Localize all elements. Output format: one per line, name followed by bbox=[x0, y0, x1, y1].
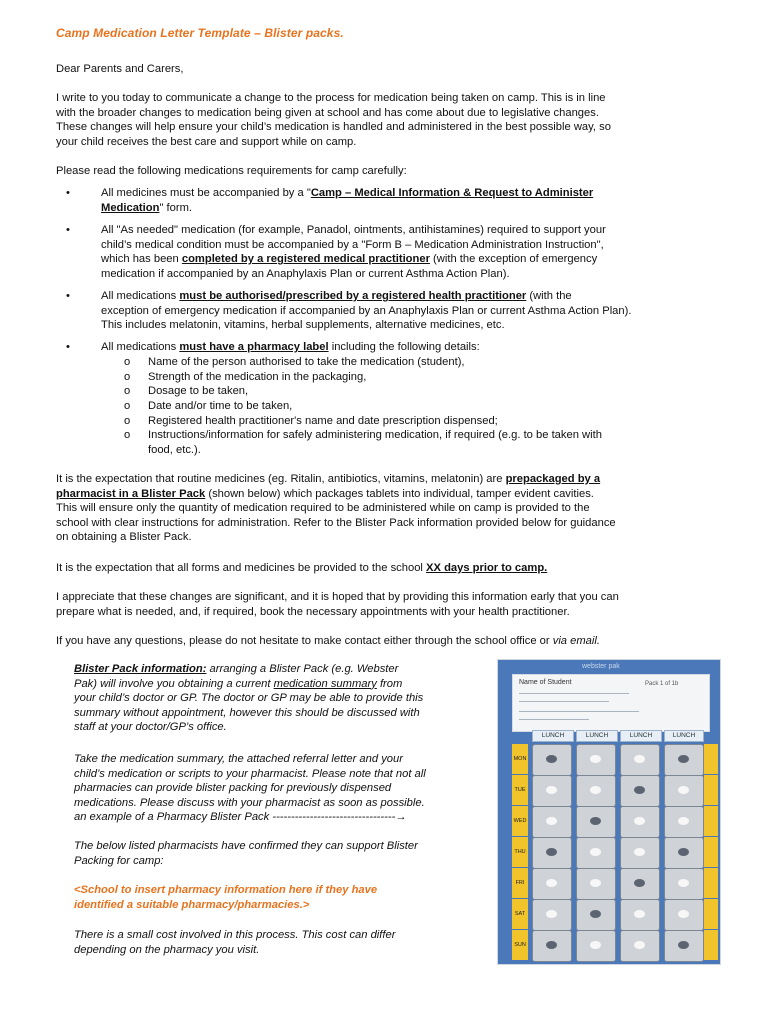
sub-item: Registered health practitioner's name and date prescription dispensed; bbox=[148, 415, 498, 427]
blister-cavity bbox=[576, 930, 616, 962]
bullet-symbol: • bbox=[66, 224, 70, 236]
day-tab: THU bbox=[512, 837, 528, 867]
blister-info-p3: The below listed pharmacists have confirmed they can support Blister Packing for camp: bbox=[74, 840, 418, 867]
tablet bbox=[590, 817, 601, 825]
intro-line: These changes will help ensure your child’s medication is handled and administered in the best possible way, so bbox=[56, 121, 611, 134]
bullet-symbol: • bbox=[66, 341, 70, 353]
blister-cavity bbox=[576, 806, 616, 838]
day-tab: SAT bbox=[512, 899, 528, 929]
blister-cavity bbox=[620, 806, 660, 838]
tablet bbox=[678, 786, 689, 794]
tablet bbox=[590, 910, 601, 918]
tablet bbox=[546, 786, 557, 794]
tablet bbox=[590, 755, 601, 763]
bullet-symbol: • bbox=[66, 187, 70, 199]
bullet-symbol: • bbox=[66, 290, 70, 302]
sub-bullet-symbol: o bbox=[124, 400, 131, 412]
sub-item: Dosage to be taken, bbox=[148, 385, 249, 397]
side-tab bbox=[704, 899, 718, 929]
requirements-lead: Please read the following medications requirements for camp carefully: bbox=[56, 165, 407, 177]
bullet-medical-form: All medicines must be accompanied by a "Camp – Medical Information & Request to Administer Medication" form. bbox=[101, 187, 594, 214]
tablet bbox=[678, 879, 689, 887]
tablet bbox=[590, 941, 601, 949]
slot-label: LUNCH bbox=[532, 730, 574, 742]
blister-cavity bbox=[620, 899, 660, 931]
sub-bullet-symbol: o bbox=[124, 371, 131, 383]
sub-item: Date and/or time to be taken, bbox=[148, 400, 293, 412]
intro-line: with the broader changes to medication being given at school and has come about due to legislative changes. bbox=[56, 106, 599, 119]
appreciate-paragraph: I appreciate that these changes are significant, and it is hoped that by providing this information early that you can prepare what is needed, and, if required, book the necessary appointments with your health practitioner. bbox=[56, 591, 619, 618]
side-tab bbox=[704, 837, 718, 867]
sub-item: Instructions/information for safely administering medication, if required (e.g. to be taken with food, etc.). bbox=[148, 429, 602, 456]
blister-cavity bbox=[532, 775, 572, 807]
sub-bullet-symbol: o bbox=[124, 429, 131, 441]
tablet bbox=[678, 910, 689, 918]
blister-cavity bbox=[576, 868, 616, 900]
card-line bbox=[519, 693, 629, 694]
side-tab bbox=[704, 868, 718, 898]
card-line bbox=[519, 701, 609, 702]
blister-cavity bbox=[576, 837, 616, 869]
blister-cavity bbox=[620, 744, 660, 776]
blister-cavity bbox=[664, 806, 704, 838]
side-tab bbox=[704, 930, 718, 960]
blister-cavity bbox=[620, 930, 660, 962]
card-pack-number: Pack 1 of 1b bbox=[645, 681, 679, 687]
tablet bbox=[634, 879, 645, 887]
blister-cavity bbox=[664, 744, 704, 776]
blister-pack-photo bbox=[497, 659, 721, 965]
card-title: Name of Student bbox=[519, 679, 572, 686]
blister-cavity bbox=[532, 899, 572, 931]
greeting: Dear Parents and Carers, bbox=[56, 63, 184, 75]
blister-cavity bbox=[664, 775, 704, 807]
card-line bbox=[519, 711, 639, 712]
blister-cavity bbox=[620, 775, 660, 807]
tablet bbox=[590, 848, 601, 856]
sub-item: Strength of the medication in the packaging, bbox=[148, 371, 367, 383]
blister-info-p1: Blister Pack information: arranging a Blister Pack (e.g. Webster Pak) will involve you obtaining a current medication summary from your child’s doctor or GP. The doctor or GP may be able to provide this summary without appointment, however this should be discussed with staff at your doctor/GP’s office. bbox=[74, 663, 424, 734]
deadline-paragraph: It is the expectation that all forms and medicines be provided to the school XX days prior to camp. bbox=[56, 562, 548, 574]
blister-cavity bbox=[620, 868, 660, 900]
letter-heading: Camp Medication Letter Template – Blister packs. bbox=[56, 26, 344, 40]
student-label-card bbox=[512, 674, 710, 732]
tablet bbox=[634, 755, 645, 763]
tablet bbox=[546, 755, 557, 763]
blister-cavity bbox=[664, 899, 704, 931]
intro-paragraph bbox=[56, 91, 724, 149]
blister-cavity bbox=[664, 868, 704, 900]
sub-item: Name of the person authorised to take the medication (student), bbox=[148, 356, 465, 368]
day-tab: WED bbox=[512, 806, 528, 836]
blister-info-p2: Take the medication summary, the attached referral letter and your child’s medication or scripts to your pharmacist. Please note that not all pharmacies can provide blister packing for previously dispensed medications. Please discuss with your pharmacist as soon as possible. an example of a Pharmacy Blister Pack ---------------------------------→ bbox=[74, 753, 426, 824]
day-tab: MON bbox=[512, 744, 528, 774]
tablet bbox=[634, 848, 645, 856]
email-link[interactable]: via email. bbox=[552, 635, 600, 647]
intro-line: your child receives the best care and support while on camp. bbox=[56, 135, 357, 148]
blister-cavity bbox=[532, 744, 572, 776]
day-tab: SUN bbox=[512, 930, 528, 960]
tablet bbox=[546, 879, 557, 887]
tablet bbox=[546, 817, 557, 825]
tablet bbox=[678, 755, 689, 763]
bullet-pharmacy-label: All medications must have a pharmacy label including the following details: bbox=[101, 341, 480, 353]
tablet bbox=[678, 817, 689, 825]
questions-paragraph: If you have any questions, please do not hesitate to make contact either through the school office or via email. bbox=[56, 635, 600, 647]
bullet-authorised: All medications must be authorised/prescribed by a registered health practitioner (with the exception of emergency medication if accompanied by an Anaphylaxis Plan or current Asthma Action Plan). This includes melatonin, vitamins, herbal supplements, alternative medicines, etc. bbox=[101, 290, 632, 332]
sub-bullet-symbol: o bbox=[124, 356, 131, 368]
tablet bbox=[546, 848, 557, 856]
bullet-as-needed: All "As needed" medication (for example, Panadol, ointments, antihistamines) required to support your child’s medical condition must be accompanied by a "Form B – Medication Administration Instruction", which has been completed by a registered medical practitioner (with the exception of emergency medication if accompanied by an Anaphylaxis Plan or current Asthma Action Plan). bbox=[101, 224, 606, 280]
blister-cavity bbox=[576, 744, 616, 776]
tablet bbox=[546, 941, 557, 949]
slot-label: LUNCH bbox=[620, 730, 662, 742]
tablet bbox=[590, 879, 601, 887]
brand-watermark: webster pak bbox=[582, 663, 620, 670]
blister-info-p4: There is a small cost involved in this process. This cost can differ depending on the pharmacy you visit. bbox=[74, 929, 396, 956]
tablet bbox=[634, 817, 645, 825]
tablet bbox=[546, 910, 557, 918]
slot-label: LUNCH bbox=[664, 730, 704, 742]
side-tab bbox=[704, 744, 718, 774]
tablet bbox=[634, 910, 645, 918]
blister-cavity bbox=[620, 837, 660, 869]
blister-cavity bbox=[576, 775, 616, 807]
pharmacy-placeholder: <School to insert pharmacy information here if they have identified a suitable pharmacy/pharmacies.> bbox=[74, 884, 378, 911]
blister-cavity bbox=[664, 930, 704, 962]
tablet bbox=[678, 941, 689, 949]
blister-cavity bbox=[532, 930, 572, 962]
blister-cavity bbox=[576, 899, 616, 931]
intro-line: I write to you today to communicate a change to the process for medication being taken on camp. This is in line bbox=[56, 92, 606, 104]
side-tab bbox=[704, 806, 718, 836]
tablet bbox=[634, 941, 645, 949]
sub-bullet-symbol: o bbox=[124, 415, 131, 427]
slot-label: LUNCH bbox=[576, 730, 618, 742]
expectation-paragraph: It is the expectation that routine medicines (eg. Ritalin, antibiotics, vitamins, melatonin) are prepackaged by a pharmacist in a Blister Pack (shown below) which packages tablets into individual, tamper evident cavities. This will ensure only the quantity of medication required to be administered while on camp is provided to the school with clear instructions for administration. Refer to the Blister Pack information provided below for guidance on obtaining a Blister Pack. bbox=[56, 473, 616, 544]
tablet bbox=[590, 786, 601, 794]
blister-cavity bbox=[532, 868, 572, 900]
tablet bbox=[634, 786, 645, 794]
tablet bbox=[678, 848, 689, 856]
blister-cavity bbox=[532, 837, 572, 869]
card-line bbox=[519, 719, 589, 720]
blister-cavity bbox=[664, 837, 704, 869]
day-tab: FRI bbox=[512, 868, 528, 898]
sub-bullet-symbol: o bbox=[124, 385, 131, 397]
day-tab: TUE bbox=[512, 775, 528, 805]
blister-cavity bbox=[532, 806, 572, 838]
side-tab bbox=[704, 775, 718, 805]
